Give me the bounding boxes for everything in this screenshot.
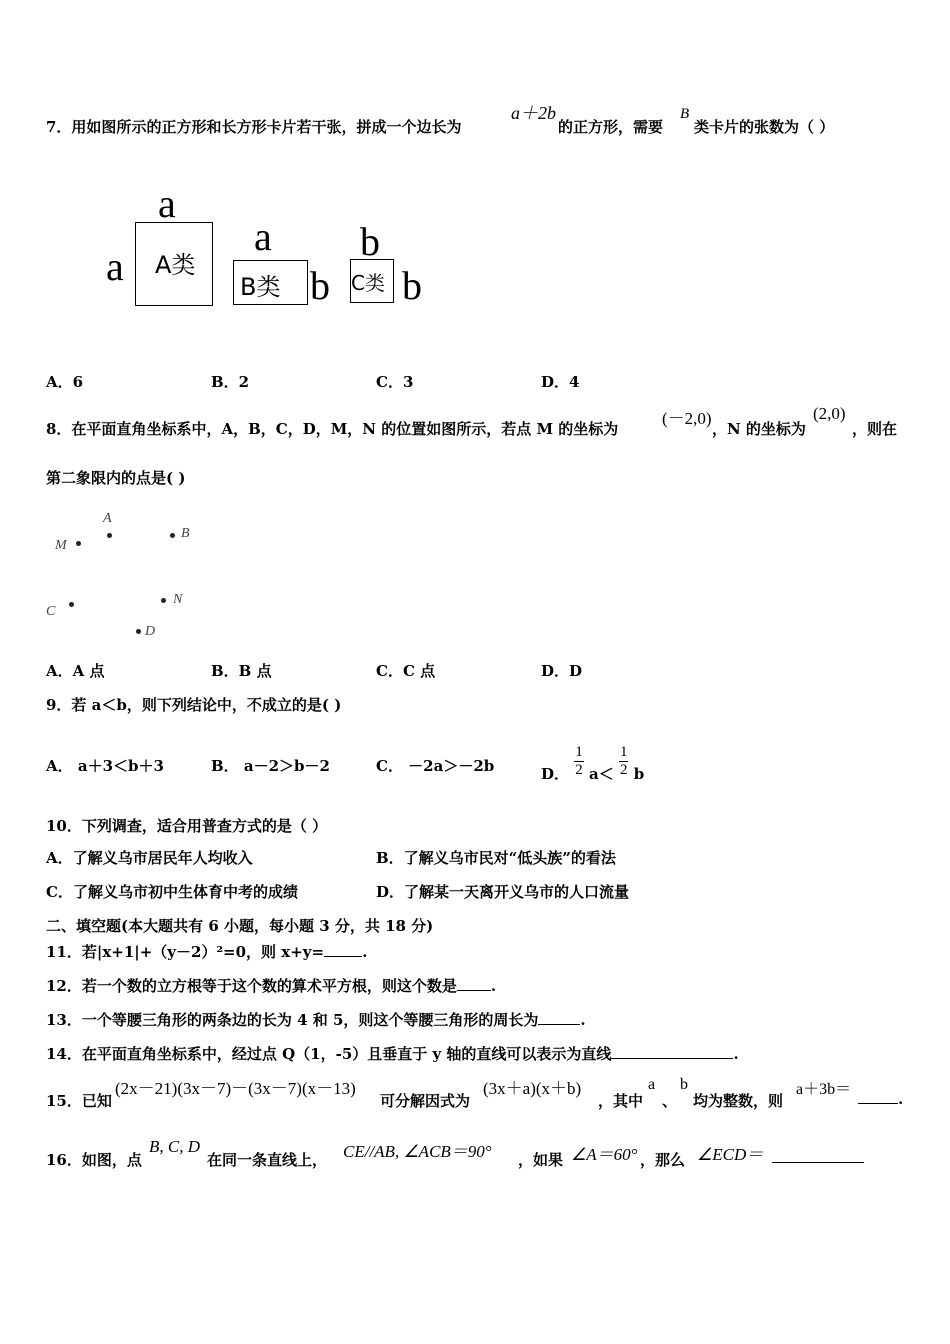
q8-label-a: A <box>103 511 112 526</box>
q9-frac1-den: 2 <box>575 761 583 778</box>
q8-m-coord: (－2,0) <box>662 409 712 428</box>
q15-dot: . <box>898 1090 904 1108</box>
q9-frac1-num: 1 <box>575 743 583 760</box>
q8-option-b[interactable]: B．B 点 <box>211 662 272 680</box>
section2-heading: 二、填空题(本大题共有 6 小题，每小题 3 分，共 18 分) <box>46 917 434 935</box>
q7-text-mid: 的正方形，需要 <box>558 118 664 136</box>
q15-var-a: a <box>648 1076 656 1093</box>
q11-text: 11．若|x+1|+（y－2）²=0，则 x+y= <box>46 943 325 961</box>
q7-fig-b-top: a <box>254 214 272 259</box>
q16-target: ∠ECD＝ <box>697 1145 764 1164</box>
q7-text-before: 7．用如图所示的正方形和长方形卡片若干张，拼成一个边长为 <box>46 118 462 136</box>
q15-answer <box>858 1090 903 1108</box>
q7-fig-a-top: a <box>158 181 176 226</box>
q12-text: 12．若一个数的立方根等于这个数的算术平方根，则这个数是 <box>46 977 457 995</box>
q7-var: B <box>680 106 690 122</box>
q16-points: B, C, D <box>149 1137 200 1156</box>
q9-option-d-frac2 <box>619 744 629 779</box>
q7-option-d[interactable]: D．4 <box>541 373 580 391</box>
q16-cond: CE//AB, ∠ACB＝90° <box>343 1142 492 1161</box>
q7-stem <box>46 116 461 137</box>
q16-answer <box>772 1149 864 1167</box>
q16-mid3: ，那么 <box>640 1151 686 1169</box>
q9-option-d[interactable] <box>541 731 644 791</box>
q14 <box>46 1043 739 1064</box>
q15-label: 15．已知 <box>46 1092 112 1110</box>
q7-text-after: 类卡片的张数为（ ） <box>694 118 835 136</box>
q11-answer-blank[interactable] <box>324 956 362 957</box>
q9-option-d-frac1 <box>574 744 584 779</box>
q16-answer-blank[interactable] <box>772 1162 864 1163</box>
q7-card-a-label: A类 <box>155 251 196 279</box>
q7-card-b-label: B类 <box>240 273 281 301</box>
q13 <box>46 1009 586 1030</box>
q8-point-n <box>161 598 166 603</box>
q9-frac2-den: 2 <box>619 761 628 778</box>
q15-target: a＋3b＝ <box>796 1081 852 1098</box>
q15-mid3: 均为整数，则 <box>693 1092 784 1110</box>
q9-option-c[interactable]: C． －2a＞－2b <box>376 757 495 775</box>
q8-point-a <box>107 533 112 538</box>
q9-frac2-num: 1 <box>619 743 628 760</box>
q8-point-b <box>170 533 175 538</box>
q14-text: 14．在平面直角坐标系中，经过点 Q（1，-5）且垂直于 y 轴的直线可以表示为直线 <box>46 1045 612 1063</box>
q10-option-b[interactable]: B．了解义乌市民对“低头族”的看法 <box>376 849 616 867</box>
q7-option-a[interactable]: A．6 <box>46 373 84 391</box>
q15-expr: (2x－21)(3x－7)－(3x－7)(x－13) <box>115 1079 356 1098</box>
q8-text-before: 8．在平面直角坐标系中，A，B，C，D，M，N 的位置如图所示，若点 M 的坐标为 <box>46 420 619 438</box>
q15-mid2: ，其中 <box>598 1092 644 1110</box>
q10-option-a[interactable]: A．了解义乌市居民年人均收入 <box>46 849 253 867</box>
q9-option-b[interactable]: B． a－2＞b－2 <box>211 757 330 775</box>
q10-option-c[interactable]: C．了解义乌市初中生体育中考的成绩 <box>46 883 298 901</box>
q12-dot: . <box>490 977 497 995</box>
q9-option-d-label: D． <box>541 765 570 783</box>
q10-text: 10．下列调查，适合用普查方式的是（ ） <box>46 817 328 835</box>
q7-option-c[interactable]: C．3 <box>376 373 414 391</box>
q11 <box>46 941 367 962</box>
q8-point-c <box>69 602 74 607</box>
q15-sep: 、 <box>662 1092 678 1110</box>
q16-label: 16．如图，点 <box>46 1151 142 1169</box>
q7-fig-c-right: b <box>402 263 422 308</box>
q11-dot: . <box>362 943 368 961</box>
q7-fig-b-right: b <box>310 263 330 308</box>
q13-dot: . <box>580 1011 586 1029</box>
q13-text: 13．一个等腰三角形的两条边的长为 4 和 5，则这个等腰三角形的周长为 <box>46 1011 539 1029</box>
q14-dot: . <box>733 1045 739 1063</box>
q13-answer-blank[interactable] <box>538 1024 580 1025</box>
q7-fig-c-top: b <box>360 219 380 264</box>
q7-expr: a＋2b <box>511 103 556 123</box>
q8-option-d[interactable]: D．D <box>541 662 583 680</box>
q15-answer-blank[interactable] <box>858 1103 898 1104</box>
q15-mid: 可分解因式为 <box>380 1092 471 1110</box>
q9-text: 9．若 a＜b，则下列结论中，不成立的是( ) <box>46 696 342 714</box>
q8-label-m: M <box>55 538 67 553</box>
q15-fact: (3x＋a)(x＋b) <box>483 1079 582 1098</box>
q12 <box>46 975 496 996</box>
q8-point-m <box>76 541 81 546</box>
q12-answer-blank[interactable] <box>457 990 491 991</box>
q8-option-a[interactable]: A．A 点 <box>46 662 105 680</box>
q8-line2: 第二象限内的点是( ) <box>46 469 186 487</box>
q16-mid2: ，如果 <box>518 1151 564 1169</box>
q8-label-c: C <box>46 604 56 619</box>
q9-option-d-b: b <box>633 765 645 783</box>
q8-text-after: ，则在 <box>852 420 898 438</box>
q8-option-c[interactable]: C．C 点 <box>376 662 436 680</box>
q8-n-coord: (2,0) <box>813 404 846 423</box>
q7-fig-a-left: a <box>106 244 124 289</box>
q7-option-b[interactable]: B．2 <box>211 373 250 391</box>
q14-answer-blank[interactable] <box>611 1058 733 1059</box>
q8-label-n: N <box>173 592 183 607</box>
q9-option-d-a: a＜ <box>588 765 614 783</box>
q8-label-d: D <box>145 624 156 639</box>
q8-text-mid: ，N 的坐标为 <box>712 420 806 438</box>
q15-var-b: b <box>680 1076 688 1093</box>
q7-card-c-label: C类 <box>351 271 385 295</box>
q8-label-b: B <box>181 526 190 541</box>
q16-mid: 在同一条直线上， <box>207 1151 328 1169</box>
q9-option-a[interactable]: A． a＋3＜b＋3 <box>46 757 164 775</box>
q10-option-d[interactable]: D．了解某一天离开义乌市的人口流量 <box>376 883 630 901</box>
q8-point-d <box>136 629 141 634</box>
q16-angle: ∠A＝60° <box>571 1145 638 1164</box>
